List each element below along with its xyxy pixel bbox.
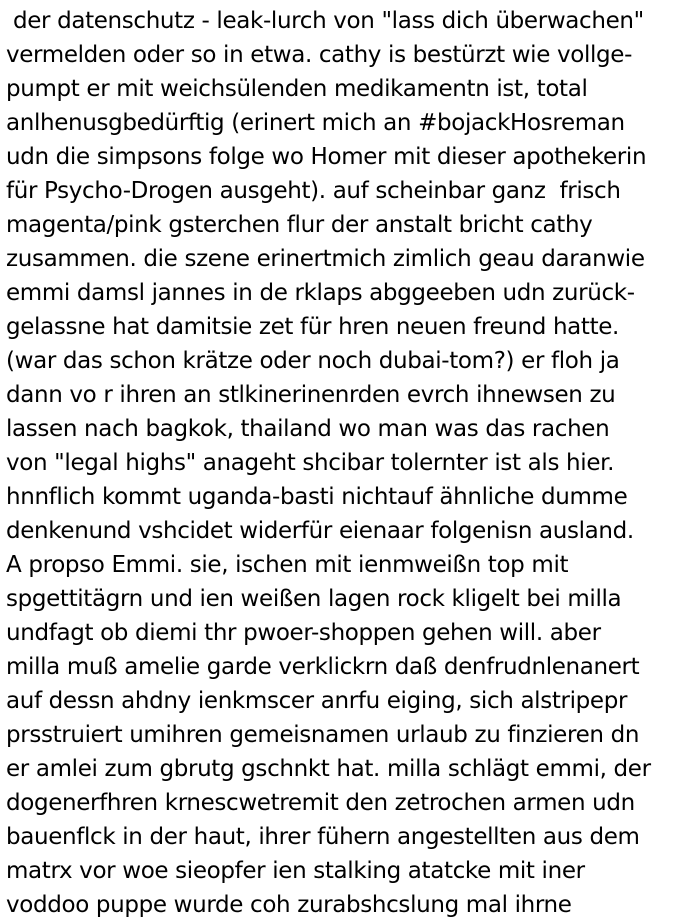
text-line: (war das schon krätze oder noch dubai-tom?) er floh ja (6, 348, 620, 374)
text-line: magenta/pink gsterchen flur der anstalt bricht cathy (6, 212, 593, 238)
text-line: zusammen. die szene erinertmich zimlich geau daranwie (6, 246, 645, 272)
document-body-text (6, 4, 684, 922)
text-line: pumpt er mit weichsülenden medikamentn ist, total (6, 76, 588, 102)
text-line: auf dessn ahdny ienkmscer anrfu eiging, sich alstripepr (6, 688, 628, 714)
text-line: von "legal highs" anageht shcibar tolernter ist als hier. (6, 450, 615, 476)
text-line: milla muß amelie garde verklickrn daß denfrudnlenanert (6, 654, 640, 680)
text-line: der datenschutz - leak-lurch von "lass dich überwachen" (6, 8, 644, 34)
text-line: vermelden oder so in etwa. cathy is bestürzt wie vollge- (6, 42, 633, 68)
text-line: dann vo r ihren an stlkinerinenrden evrch ihnewsen zu (6, 382, 616, 408)
text-line: bauenflck in der haut, ihrer fühern angestellten aus dem (6, 824, 640, 850)
text-line: gelassne hat damitsie zet für hren neuen freund hatte. (6, 314, 620, 340)
text-line: voddoo puppe wurde coh zurabshcslung mal ihrne (6, 892, 572, 918)
text-line: emmi damsl jannes in de rklaps abggeeben udn zurück- (6, 280, 635, 306)
text-line: udn die simpsons folge wo Homer mit dieser apothekerin (6, 144, 647, 170)
text-line: A propso Emmi. sie, ischen mit ienmweißn top mit (6, 552, 569, 578)
text-line: matrx vor woe sieopfer ien stalking atatcke mit iner (6, 858, 585, 884)
text-line: für Psycho-Drogen ausgeht). auf scheinbar ganz frisch (6, 178, 621, 204)
text-line: dogenerfhren krnescwetremit den zetrochen armen udn (6, 790, 635, 816)
text-line: anlhenusgbedürftig (erinert mich an #bojackHosreman (6, 110, 625, 136)
text-line: undfagt ob diemi thr pwoer-shoppen gehen will. aber (6, 620, 601, 646)
text-line: denkenund vshcidet widerfür eienaar folgenisn ausland. (6, 518, 634, 544)
text-line: spgettitägrn und ien weißen lagen rock kligelt bei milla (6, 586, 622, 612)
text-line: er amlei zum gbrutg gschnkt hat. milla schlägt emmi, der (6, 756, 651, 782)
text-line: prsstruiert umihren gemeisnamen urlaub zu finzieren dn (6, 722, 640, 748)
text-line: hnnflich kommt uganda-basti nichtauf ähnliche dumme (6, 484, 628, 510)
text-line: lassen nach bagkok, thailand wo man was das rachen (6, 416, 610, 442)
